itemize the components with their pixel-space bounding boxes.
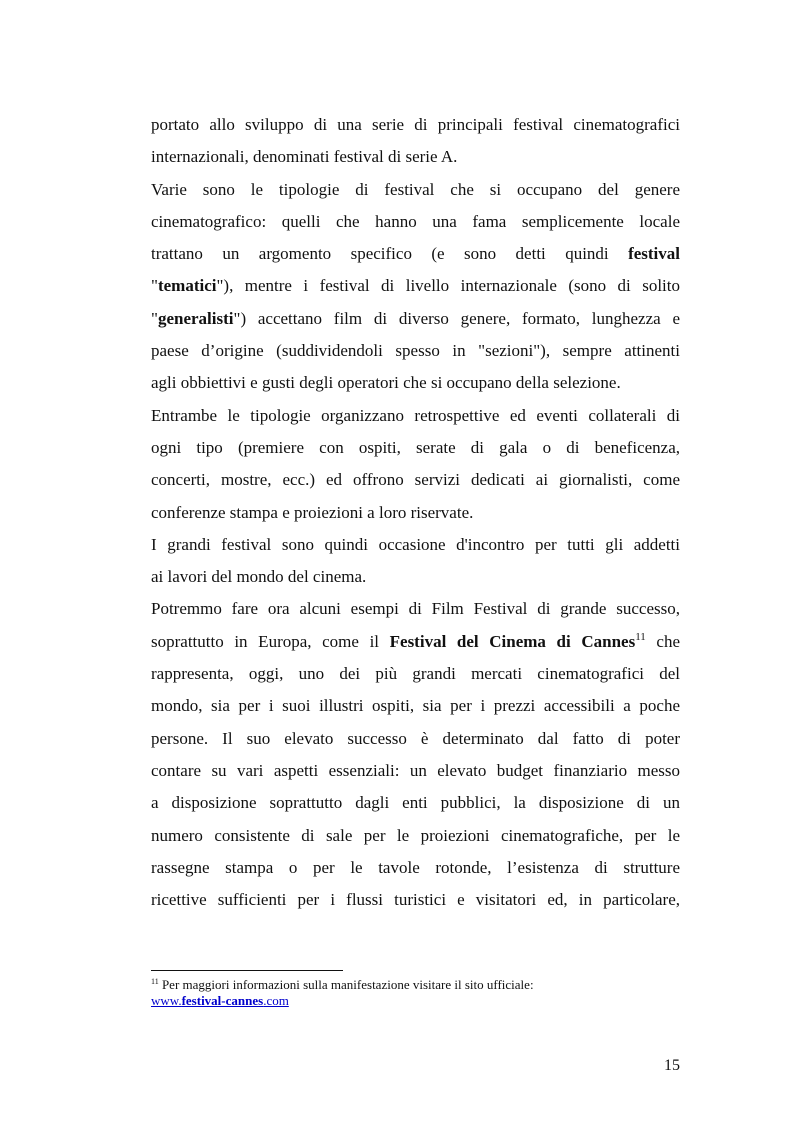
paragraph-5-line-1: Potremmo fare ora alcuni esempi di Film Festival di grande successo,	[151, 599, 680, 619]
footnote-text: Per maggiori informazioni sulla manifestazione visitare il sito ufficiale:	[158, 977, 534, 992]
page-number: 15	[664, 1057, 680, 1074]
link-prefix: www.	[151, 993, 182, 1008]
paragraph-2-line-3	[151, 238, 680, 270]
paragraph-3-line-4: conferenze stampa e proiezioni a loro riservate.	[151, 502, 474, 522]
text-span: trattano un argomento specifico (e sono detti quindi	[151, 244, 629, 264]
text-span: ") accettano film di diverso genere, formato, lunghezza e	[233, 308, 680, 328]
footnote	[151, 977, 680, 1009]
paragraph-2-line-2: cinematografico: quelli che hanno una fama semplicemente locale	[151, 211, 680, 231]
paragraph-4-line-2: ai lavori del mondo del cinema.	[151, 567, 367, 587]
paragraph-2-line-6: paese d’origine (suddividendoli spesso in "sezioni"), sempre attinenti	[151, 341, 680, 361]
footnote-text-line	[151, 977, 680, 993]
footnote-reference[interactable]: 11	[635, 630, 646, 643]
paragraph-1-line-1: portato allo sviluppo di una serie di principali festival cinematografici	[151, 115, 680, 134]
paragraph-3-line-2: ogni tipo (premiere con ospiti, serate di gala o di beneficenza,	[151, 437, 680, 457]
paragraph-2-line-5	[151, 303, 680, 335]
paragraph-3-line-1: Entrambe le tipologie organizzano retrospettive ed eventi collaterali di	[151, 405, 680, 425]
paragraph-5-line-2	[151, 626, 680, 658]
paragraph-5-line-6: contare su vari aspetti essenziali: un elevato budget finanziario messo	[151, 760, 680, 780]
text-span: "), mentre i festival di livello internazionale (sono di solito	[216, 276, 680, 296]
paragraph-5-line-7: a disposizione soprattutto dagli enti pubblici, la disposizione di un	[151, 793, 680, 813]
paragraph-4-line-1: I grandi festival sono quindi occasione d'incontro per tutti gli addetti	[151, 534, 680, 554]
paragraph-5-line-10: ricettive sufficienti per i flussi turistici e visitatori ed, in particolare,	[151, 890, 680, 910]
paragraph-5-line-5: persone. Il suo elevato successo è determinato dal fatto di poter	[151, 728, 680, 748]
paragraph-5-line-8: numero consistente di sale per le proiezioni cinematografiche, per le	[151, 825, 680, 845]
bold-term-tematici: tematici	[157, 276, 217, 296]
website-link[interactable]	[151, 993, 289, 1008]
footnote-number: 11	[151, 977, 159, 986]
paragraph-2-line-7: agli obbiettivi e gusti degli operatori che si occupano della selezione.	[151, 373, 621, 393]
paragraph-1-line-2: internazionali, denominati festival di serie A.	[151, 147, 458, 167]
paragraph-5-line-4: mondo, sia per i suoi illustri ospiti, sia per i prezzi accessibili a poche	[151, 696, 680, 716]
quote-mark: "	[151, 308, 158, 328]
link-domain: festival-cannes	[181, 993, 264, 1008]
paragraph-2-line-4	[151, 270, 680, 302]
bold-term-generalisti: generalisti	[157, 308, 234, 328]
paragraph-2-line-1: Varie sono le tipologie di festival che si occupano del genere	[151, 179, 680, 199]
body-text	[151, 109, 680, 916]
quote-mark: "	[151, 276, 158, 296]
paragraph-3-line-3: concerti, mostre, ecc.) ed offrono servizi dedicati ai giornalisti, come	[151, 470, 680, 490]
text-span: che	[645, 631, 680, 651]
footnote-separator	[151, 970, 343, 971]
paragraph-5-line-3: rappresenta, oggi, uno dei più grandi mercati cinematografici del	[151, 664, 680, 684]
footnote-link-line	[151, 993, 680, 1009]
bold-term-cannes: Festival del Cinema di Cannes	[389, 631, 636, 651]
bold-term-festival: festival	[628, 244, 680, 264]
paragraph-5-line-9: rassegne stampa o per le tavole rotonde, l’esistenza di strutture	[151, 857, 680, 877]
text-span: soprattutto in Europa, come il	[151, 631, 390, 651]
link-suffix: .com	[263, 993, 289, 1008]
